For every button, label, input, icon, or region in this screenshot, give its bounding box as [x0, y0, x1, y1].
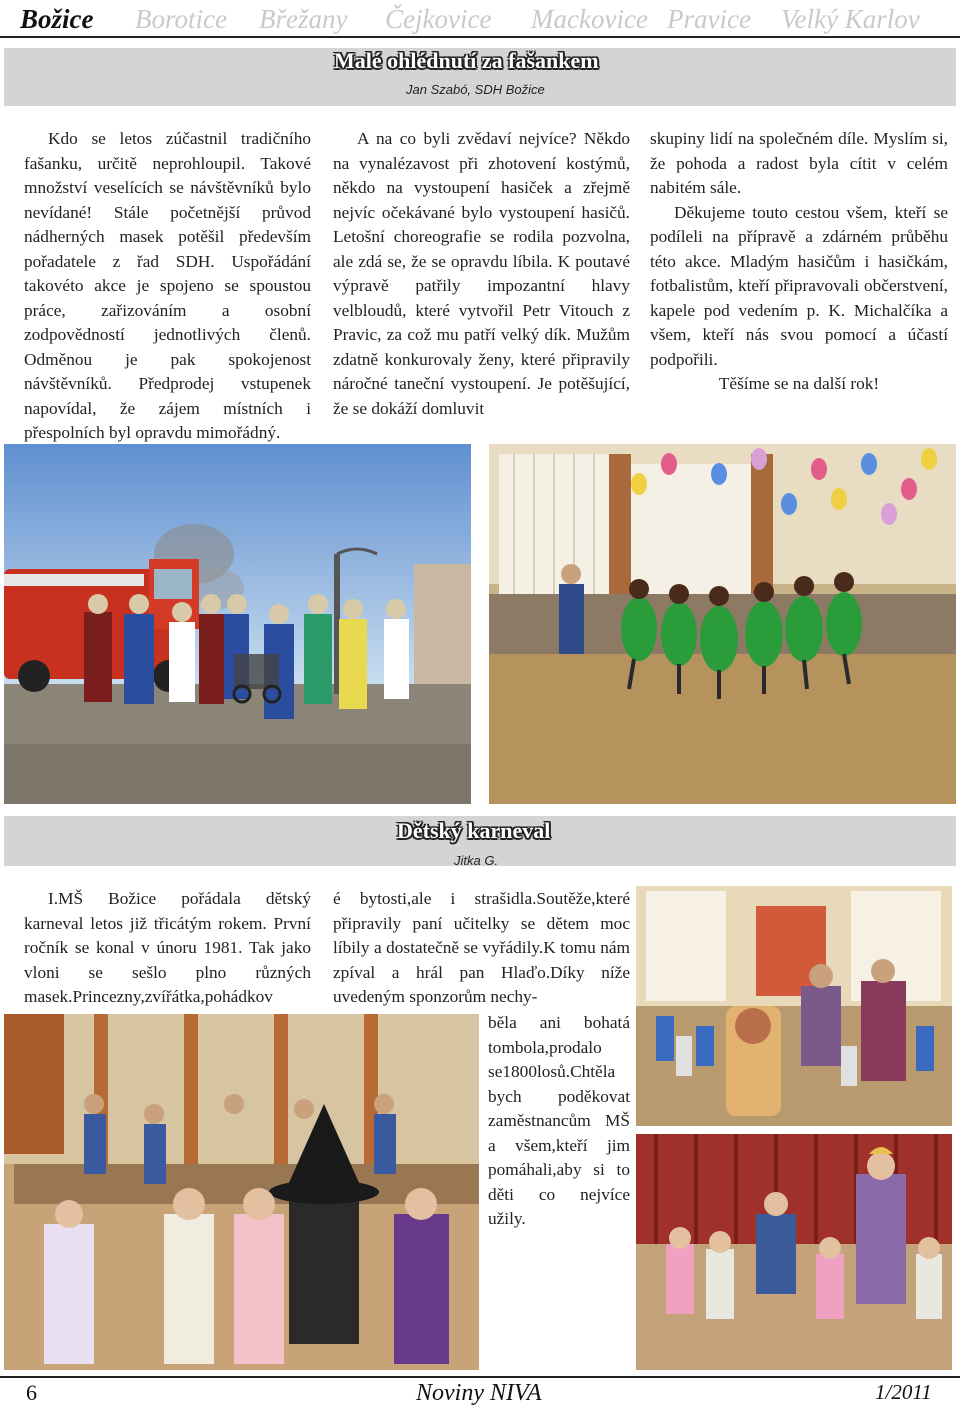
village-bozice: Božice	[20, 4, 94, 34]
article1-column-3	[650, 127, 948, 397]
photo-carnival-stage	[636, 1134, 952, 1370]
article2-column-2-narrow	[488, 1011, 630, 1232]
article2-title: Dětský karneval	[397, 818, 551, 843]
village-navigation	[0, 0, 960, 40]
photo-fasank-group	[4, 444, 471, 804]
article2-column-2-top	[333, 887, 630, 1010]
article2-col2-text-narrow: běla ani bohatá tombola,prodalo se1800losů.Chtěla bych poděkovat zaměstnancům MŠ a všem,kteří jim pomáhali,aby si to děti co nejvíce užily.	[488, 1013, 630, 1228]
village-cejkovice: Čejkovice	[385, 4, 492, 34]
photo-fasank-dance	[489, 444, 956, 804]
page-number: 6	[26, 1380, 37, 1405]
article1-title: Malé ohlédnutí za fašankem	[334, 48, 599, 73]
article1-col1-text: Kdo se letos zúčastnil tradičního fašanku, určitě neprohloupil. Takové množství veselících se návštěvníků bylo nevídané! Stále početnější průvod nádherných masek potěšil především pořadatele z řad SDH. Uspořádání takovéto akce je spojeno se spoustou práce, zařizováním a osobní zodpovědností jednotlivých členů. Odměnou je pak spokojenost návštěvníků. Předprodej vstupenek napovídal, že zájem místních i přespolních byl opravdu mimořádný.	[24, 129, 311, 442]
footer-rule	[0, 1376, 960, 1378]
article1-column-1	[24, 127, 311, 446]
village-brezany: Břežany	[259, 4, 348, 34]
article2-col2-text-top: é bytosti,ale i strašidla.Soutěže,které připravily paní učitelky se dětem moc líbily a dostatečně se vyřádily.K tomu nám zpíval a hrál pan Hlaďo.Díky níže uvedeným sponzorům nechy-	[333, 889, 630, 1006]
article1-column-2	[333, 127, 630, 421]
article2-col1-text: I.MŠ Božice pořádala dětský karneval letos již třicátým rokem. První ročník se konal v únoru 1981. Tak jako vloni se sešlo plno různých masek.Princezny,zvířátka,pohádkov	[24, 889, 311, 1006]
article2-column-1	[24, 887, 311, 1010]
photo-carnival-hall	[636, 886, 952, 1126]
village-mackovice: Mackovice	[531, 4, 648, 34]
article1-col2-text: A na co byli zvědaví nejvíce? Někdo na vynalézavost při zhotovení kostýmů, někdo na vystoupení hasiček a zřejmě nejvíc očekávané bylo vystoupení hasičů. Letošní choreografie se rodila pozvolna, ale zdá se, že se opravdu líbila. K poutavé výpravě patřily impozantní hlavy velbloudů, které vytvořil Petr Vitouch z Pravic, za což mu patří velký dík. Mužům zdatně konkurovaly ženy, které připravily náročné taneční vystoupení. Je potěšující, že se dokáží domluvit	[333, 129, 630, 418]
photo-carnival-children	[4, 1014, 479, 1370]
article1-col3-p3: Těšíme se na další rok!	[718, 374, 880, 393]
village-pravice: Pravice	[667, 4, 751, 34]
article1-col3-p2: Děkujeme touto cestou všem, kteří se podíleli na přípravě a zdárném průběhu této akce. Mladým hasičům i hasičkám, fotbalistům, kteří připravovali občerstvení, kapele pod vedením p. K. Michalčíka a všem, kteří nás svou pomocí a účastí podpořili.	[650, 202, 948, 369]
publication-name: Noviny NIVA	[416, 1380, 542, 1406]
village-borotice: Borotice	[135, 4, 227, 34]
header-rule	[0, 36, 960, 38]
article2-author: Jitka G.	[454, 853, 499, 868]
issue-number: 1/2011	[875, 1380, 932, 1404]
article1-col3-p1: skupiny lidí na společném díle. Myslím si, že pohoda a radost byla cítit v celém nabitém sále.	[650, 129, 948, 197]
article1-author: Jan Szabó, SDH Božice	[406, 82, 545, 97]
village-velky-karlov: Velký Karlov	[781, 4, 920, 34]
